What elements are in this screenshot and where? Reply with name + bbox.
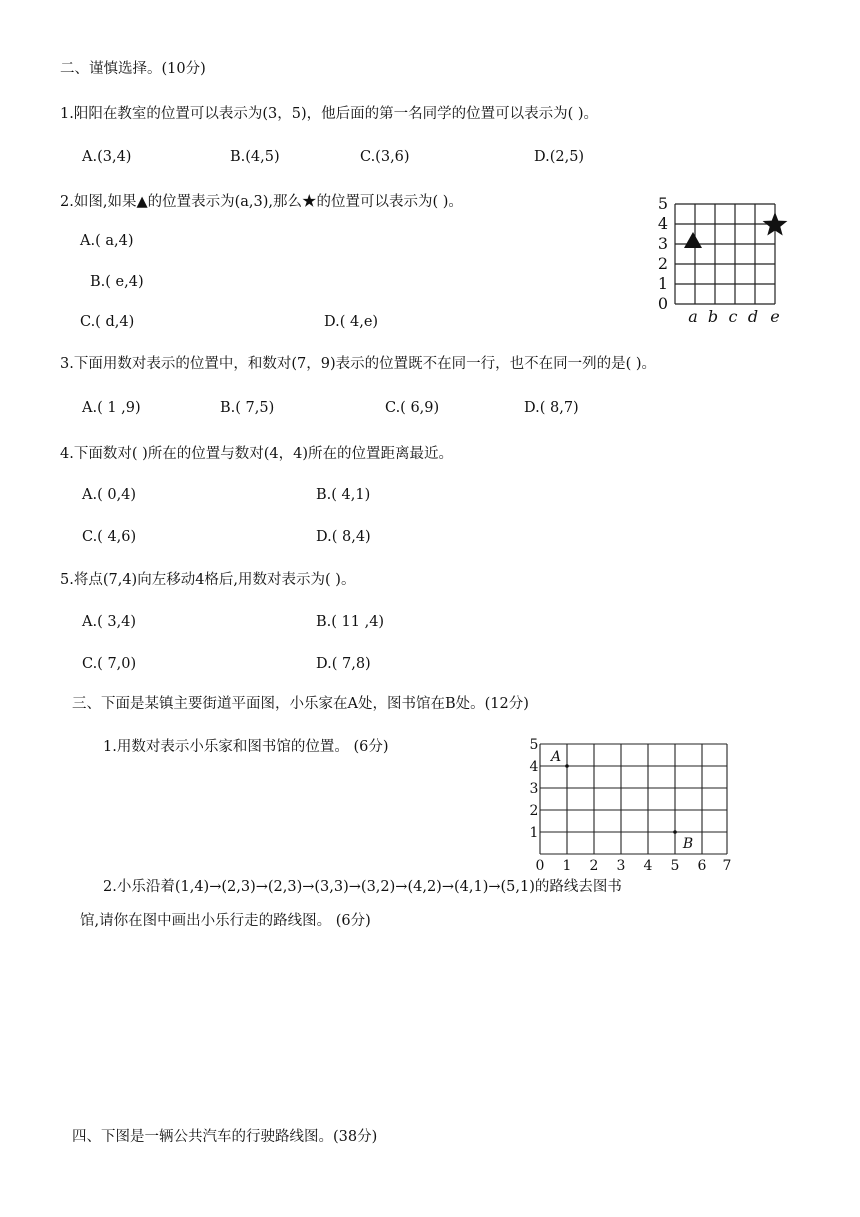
q2-y-label-1: 1 [657, 274, 669, 293]
q4-option-d: D.( 8,4) [316, 529, 371, 545]
s3-x-label-1: 1 [562, 858, 572, 874]
q2-x-label-a: a [688, 307, 698, 326]
section3-q2-line2: 馆,请你在图中画出小乐行走的路线图。 (6分) [80, 913, 371, 929]
q2-x-label-c: c [728, 307, 738, 326]
point-b [673, 830, 677, 834]
q5-option-d: D.( 7,8) [316, 656, 371, 672]
q4-option-b: B.( 4,1) [316, 487, 371, 503]
q4-option-c: C.( 4,6) [82, 529, 137, 545]
q2-x-label-d: d [747, 307, 759, 326]
q1-option-d: D.(2,5) [534, 149, 585, 165]
section3-heading: 三、下面是某镇主要街道平面图，小乐家在A处，图书馆在B处。(12分) [72, 696, 529, 712]
triangle-icon [684, 232, 702, 248]
q2-y-label-5: 5 [657, 194, 669, 213]
s3-grid-lines [540, 744, 727, 854]
q2-x-label-e: e [770, 307, 780, 326]
q3-option-d: D.( 8,7) [524, 400, 579, 416]
q2-option-b: B.( e,4) [90, 274, 144, 290]
q5-option-c: C.( 7,0) [82, 656, 137, 672]
q1-option-b: B.(4,5) [230, 149, 280, 165]
s3-x-label-6: 6 [697, 858, 707, 874]
q1-option-a: A.(3,4) [82, 149, 132, 165]
section4-heading: 四、下图是一辆公共汽车的行驶路线图。(38分) [72, 1129, 378, 1145]
q2-y-label-4: 4 [657, 214, 669, 233]
point-a-label: A [550, 749, 562, 765]
q4-option-a: A.( 0,4) [82, 487, 137, 503]
q3-stem: 3.下面用数对表示的位置中，和数对(7，9)表示的位置既不在同一行，也不在同一列的是( )。 [60, 356, 657, 372]
section3-q2-line1: 2.小乐沿着(1,4)→(2,3)→(2,3)→(3,3)→(3,2)→(4,2)→(4,1)→(5,1)的路线去图书 [103, 879, 622, 895]
q3-option-a: A.( 1 ,9) [82, 400, 141, 416]
s3-y-label-4: 4 [529, 759, 539, 775]
q4-stem: 4.下面数对( )所在的位置与数对(4，4)所在的位置距离最近。 [60, 446, 454, 462]
s3-x-label-0: 0 [535, 858, 545, 874]
q2-option-a: A.( a,4) [80, 233, 134, 249]
q5-stem: 5.将点(7,4)向左移动4格后,用数对表示为( )。 [60, 572, 356, 588]
q2-y-label-3: 3 [657, 234, 669, 253]
q2-x-label-b: b [707, 307, 719, 326]
q2-option-d: D.( 4,e) [324, 314, 379, 330]
s3-y-label-1: 1 [529, 825, 539, 841]
q3-option-c: C.( 6,9) [385, 400, 440, 416]
q2-grid-lines [675, 204, 775, 304]
q1-stem: 1.阳阳在教室的位置可以表示为(3，5)，他后面的第一名同学的位置可以表示为( )。 [60, 106, 599, 122]
s3-x-label-7: 7 [722, 858, 732, 874]
q2-grid-figure [650, 194, 850, 334]
s3-x-label-3: 3 [616, 858, 626, 874]
q3-option-b: B.( 7,5) [220, 400, 275, 416]
section3-q1: 1.用数对表示小乐家和图书馆的位置。 (6分) [103, 739, 389, 755]
q1-option-c: C.(3,6) [360, 149, 410, 165]
q2-y-label-2: 2 [657, 254, 669, 273]
s3-y-label-5: 5 [529, 737, 539, 753]
s3-x-label-2: 2 [589, 858, 599, 874]
point-b-label: B [682, 836, 694, 852]
point-a [565, 764, 569, 768]
q5-option-a: A.( 3,4) [82, 614, 137, 630]
s3-y-label-2: 2 [529, 803, 539, 819]
section3-grid-figure [520, 734, 760, 874]
s3-x-label-4: 4 [643, 858, 653, 874]
q5-option-b: B.( 11 ,4) [316, 614, 385, 630]
s3-y-label-3: 3 [529, 781, 539, 797]
q2-y-label-0: 0 [657, 294, 669, 313]
section2-heading: 二、谨慎选择。(10分) [60, 61, 206, 77]
q2-stem: 2.如图,如果▲的位置表示为(a,3),那么★的位置可以表示为( )。 [60, 194, 463, 210]
q2-option-c: C.( d,4) [80, 314, 135, 330]
s3-x-label-5: 5 [670, 858, 680, 874]
